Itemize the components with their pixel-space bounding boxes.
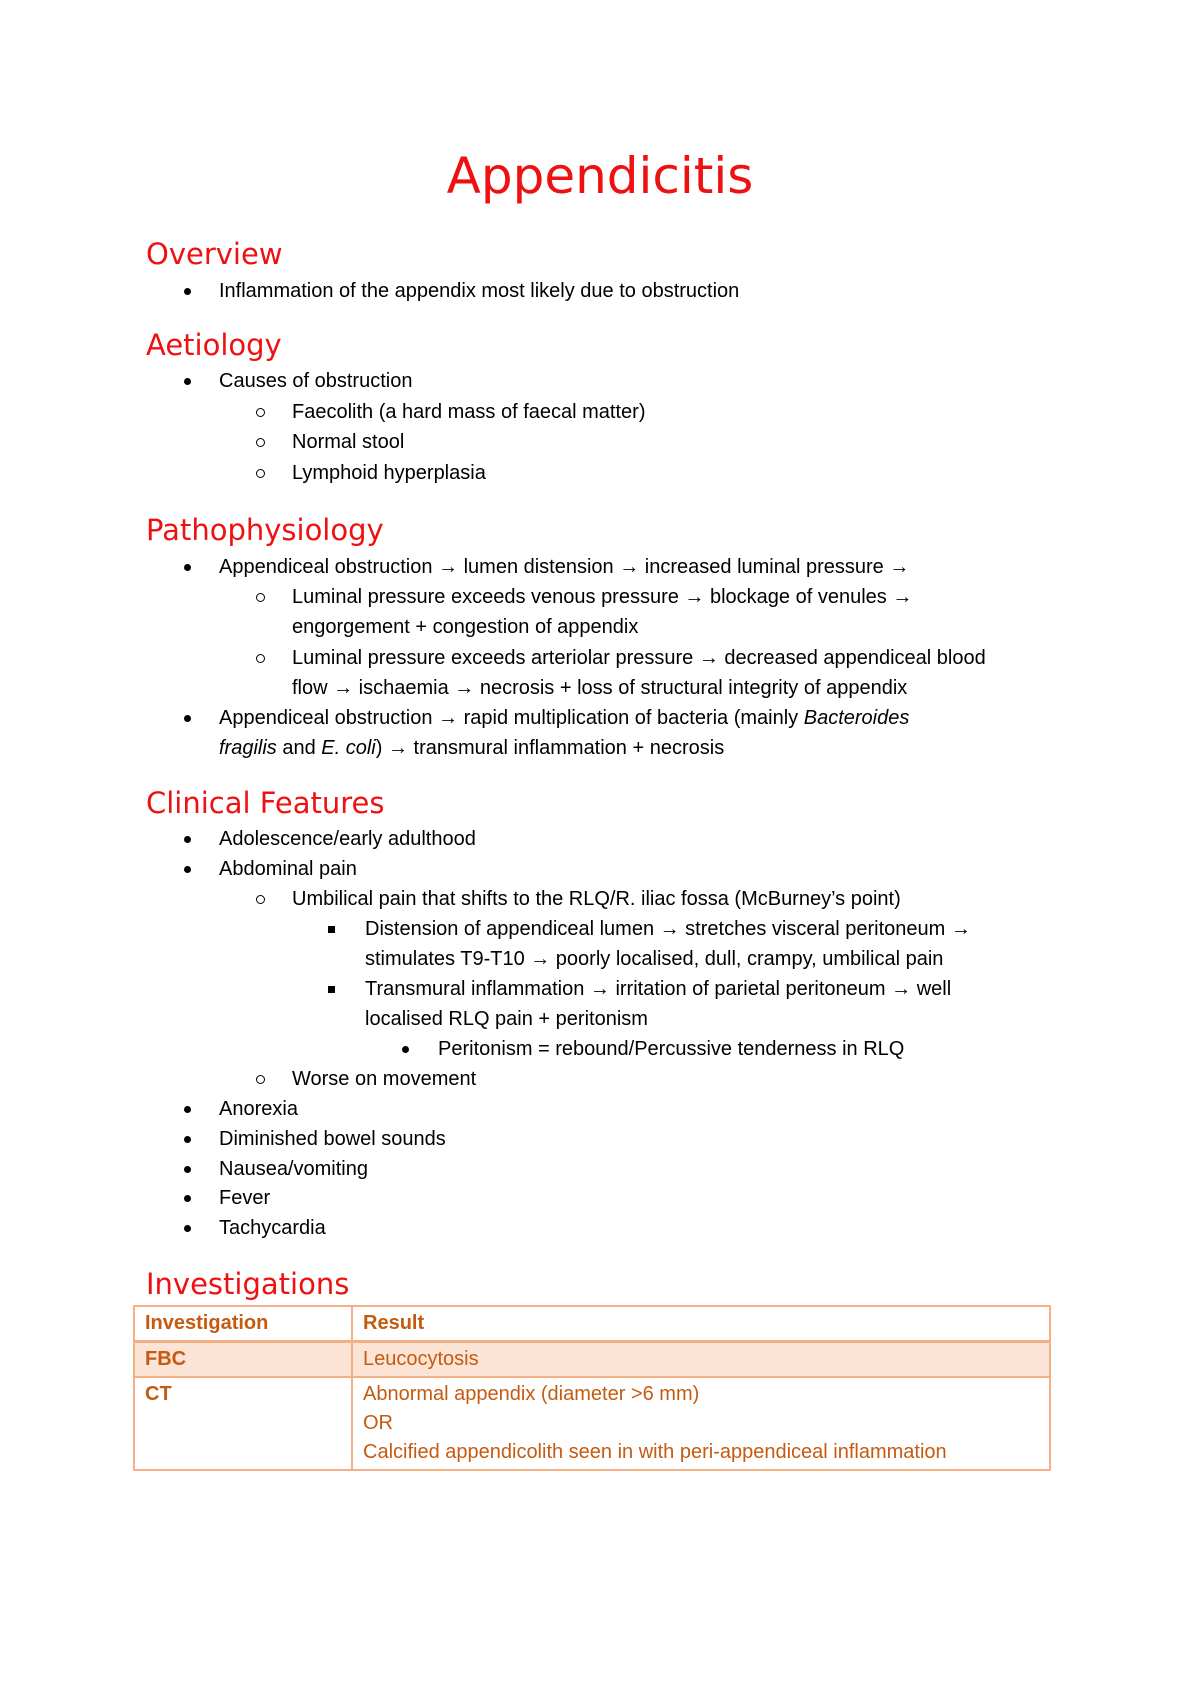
list-item: Anorexia bbox=[219, 1098, 298, 1120]
clinical-features-heading: Clinical Features bbox=[146, 786, 385, 820]
list-item-continuation: stimulates T9-T10 → poorly localised, dull, crampy, umbilical pain bbox=[365, 948, 944, 970]
bullet-icon bbox=[184, 1124, 191, 1154]
list-item: Inflammation of the appendix most likely due to obstruction bbox=[219, 280, 740, 302]
column-header: Result bbox=[352, 1306, 1050, 1342]
result-line: Abnormal appendix (diameter >6 mm) bbox=[363, 1383, 700, 1405]
overview-heading: Overview bbox=[146, 237, 283, 271]
square-bullet-icon bbox=[328, 974, 335, 1004]
italic-text: E. coli bbox=[321, 737, 376, 759]
table-header-row bbox=[134, 1306, 1050, 1342]
table-row bbox=[134, 1342, 1050, 1378]
aetiology-heading: Aetiology bbox=[146, 328, 282, 362]
circle-bullet-icon bbox=[256, 427, 265, 457]
list-item: Transmural inflammation → irritation of parietal peritoneum → well bbox=[365, 978, 952, 1000]
table-cell: Leucocytosis bbox=[352, 1342, 1050, 1378]
bullet-icon bbox=[402, 1034, 409, 1064]
list-item: Worse on movement bbox=[292, 1068, 477, 1090]
bullet-icon bbox=[184, 276, 191, 306]
table-cell bbox=[352, 1377, 1050, 1470]
list-item: Tachycardia bbox=[219, 1217, 326, 1239]
column-header: Investigation bbox=[134, 1306, 352, 1342]
list-item-continuation: flow → ischaemia → necrosis + loss of structural integrity of appendix bbox=[292, 677, 908, 699]
list-item: Adolescence/early adulthood bbox=[219, 828, 476, 850]
list-item: Umbilical pain that shifts to the RLQ/R. iliac fossa (McBurney’s point) bbox=[292, 888, 901, 910]
list-item-continuation bbox=[219, 733, 724, 763]
circle-bullet-icon bbox=[256, 643, 265, 673]
list-item: Appendiceal obstruction → lumen distension → increased luminal pressure → bbox=[219, 556, 910, 578]
list-item: Fever bbox=[219, 1187, 271, 1209]
circle-bullet-icon bbox=[256, 884, 265, 914]
list-item-continuation: engorgement + congestion of appendix bbox=[292, 616, 639, 638]
bullet-icon bbox=[184, 1154, 191, 1184]
bullet-icon bbox=[184, 366, 191, 396]
list-item: Abdominal pain bbox=[219, 858, 357, 880]
text-run: Appendiceal obstruction → rapid multiplication of bacteria (mainly bbox=[219, 707, 804, 729]
investigations-heading: Investigations bbox=[146, 1267, 350, 1301]
italic-text: Bacteroides bbox=[803, 707, 910, 729]
list-item: Peritonism = rebound/Percussive tenderness in RLQ bbox=[438, 1038, 905, 1060]
list-item: Normal stool bbox=[292, 431, 405, 453]
list-item: Causes of obstruction bbox=[219, 370, 413, 392]
text-run: and bbox=[276, 737, 322, 759]
list-item-continuation: localised RLQ pain + peritonism bbox=[365, 1008, 648, 1030]
list-item: Lymphoid hyperplasia bbox=[292, 462, 486, 484]
page-title: Appendicitis bbox=[446, 147, 754, 205]
circle-bullet-icon bbox=[256, 582, 265, 612]
table-cell: FBC bbox=[134, 1342, 352, 1378]
bullet-icon bbox=[184, 1183, 191, 1213]
table-cell: CT bbox=[134, 1377, 352, 1470]
bullet-icon bbox=[184, 552, 191, 582]
list-item: Faecolith (a hard mass of faecal matter) bbox=[292, 401, 646, 423]
square-bullet-icon bbox=[328, 914, 335, 944]
list-item: Luminal pressure exceeds arteriolar pressure → decreased appendiceal blood bbox=[292, 647, 986, 669]
bullet-icon bbox=[184, 1213, 191, 1243]
result-line: Calcified appendicolith seen in with peri-appendiceal inflammation bbox=[363, 1441, 947, 1463]
table-row bbox=[134, 1377, 1050, 1470]
list-item bbox=[219, 703, 909, 733]
list-item: Nausea/vomiting bbox=[219, 1158, 368, 1180]
circle-bullet-icon bbox=[256, 458, 265, 488]
text-run: ) → transmural inflammation + necrosis bbox=[375, 737, 725, 759]
investigations-table bbox=[133, 1305, 1051, 1471]
bullet-icon bbox=[184, 1094, 191, 1124]
pathophysiology-heading: Pathophysiology bbox=[146, 513, 384, 547]
circle-bullet-icon bbox=[256, 1064, 265, 1094]
bullet-icon bbox=[184, 703, 191, 733]
circle-bullet-icon bbox=[256, 397, 265, 427]
bullet-icon bbox=[184, 854, 191, 884]
result-line: OR bbox=[363, 1412, 393, 1434]
italic-text: fragilis bbox=[219, 737, 277, 759]
list-item: Luminal pressure exceeds venous pressure → blockage of venules → bbox=[292, 586, 913, 608]
list-item: Diminished bowel sounds bbox=[219, 1128, 446, 1150]
bullet-icon bbox=[184, 824, 191, 854]
list-item: Distension of appendiceal lumen → stretches visceral peritoneum → bbox=[365, 918, 971, 940]
